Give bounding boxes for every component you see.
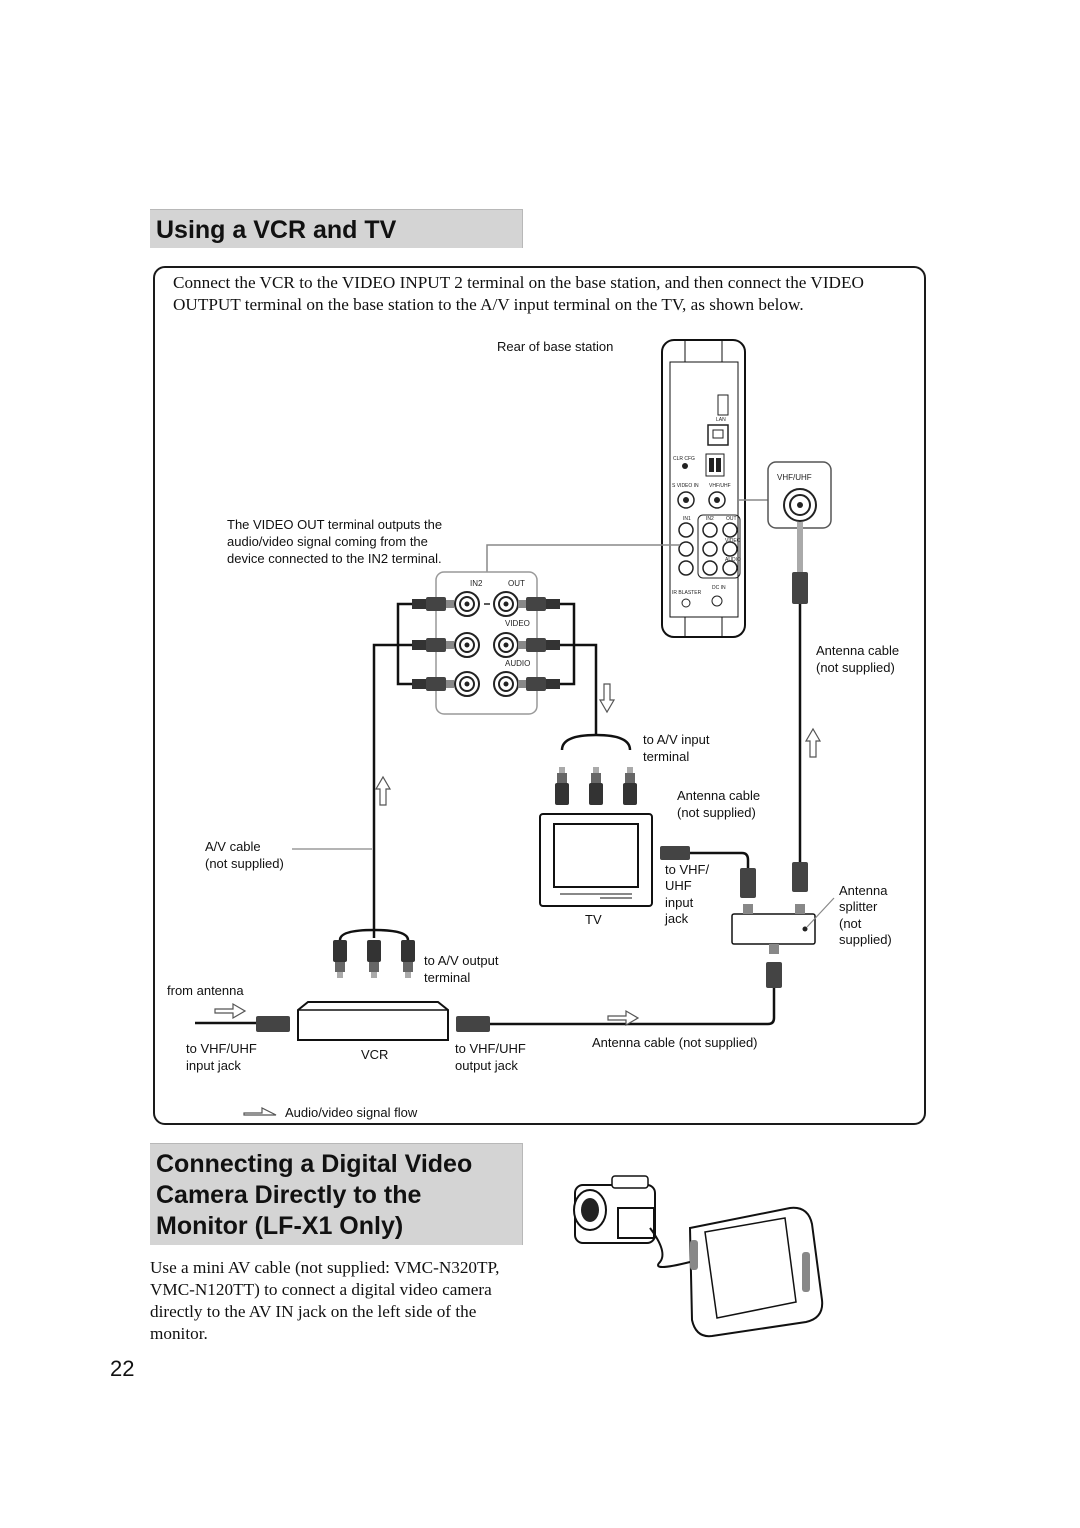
flow-arrow-down	[600, 684, 614, 712]
splitter-2: splitter	[839, 899, 878, 914]
base-s-video-in: S VIDEO IN	[672, 483, 699, 489]
vhf-uhf-callout	[738, 462, 831, 528]
to-vhf-tv-4: jack	[665, 911, 689, 926]
base-in2: IN2	[706, 516, 714, 522]
antenna-splitter	[732, 904, 815, 954]
vcr-label: VCR	[361, 1047, 389, 1062]
legend-label: Audio/video signal flow	[285, 1105, 418, 1120]
video-out-note-3: device connected to the IN2 terminal.	[227, 551, 442, 566]
to-av-output-1: to A/V output	[424, 953, 499, 968]
to-vhf-tv-3: input	[665, 895, 694, 910]
antenna-cable-label-2b: (not supplied)	[677, 805, 756, 820]
page-number: 22	[110, 1356, 135, 1381]
camera-monitor-illustration	[574, 1176, 822, 1336]
splitter-3: (not	[839, 916, 862, 931]
legend-arrow-icon	[244, 1108, 276, 1115]
base-out: OUT	[726, 516, 737, 522]
vcr-out-1: to VHF/UHF	[455, 1041, 526, 1056]
title-line-2: Camera Directly to the	[156, 1181, 422, 1209]
section-title: Using a VCR and TV	[156, 216, 397, 244]
video-out-note-1: The VIDEO OUT terminal outputs the	[227, 517, 443, 532]
antenna-cable-label-1b: (not supplied)	[816, 660, 895, 675]
base-video: VIDEO	[725, 538, 741, 544]
tv-set	[540, 814, 652, 906]
to-vhf-tv-2: UHF	[665, 878, 692, 893]
base-lan: LAN	[716, 417, 726, 423]
vcr-in-1: to VHF/UHF	[186, 1041, 257, 1056]
vhf-uhf-callout-label: VHF/UHF	[777, 473, 812, 482]
panel-video: VIDEO	[505, 619, 530, 628]
to-av-output-2: terminal	[424, 970, 471, 985]
base-dc-in: DC IN	[712, 585, 726, 591]
base-vhf-uhf: VHF/UHF	[709, 483, 731, 489]
antenna-plug-top	[792, 572, 808, 604]
vcr-in-2: input jack	[186, 1058, 241, 1073]
vcr-out-2: output jack	[455, 1058, 518, 1073]
antenna-plug-splitter	[792, 862, 808, 892]
intro-paragraph: Connect the VCR to the VIDEO INPUT 2 terminal on the base station, and then connect the VIDEO OUTPUT terminal on the base station to the A/V input terminal on the TV, as shown below.	[173, 273, 864, 314]
tv-label: TV	[585, 912, 602, 927]
flow-arrow-up-1	[376, 777, 390, 805]
base-in1: IN1	[683, 516, 691, 522]
flow-arrow-right-1	[215, 1004, 245, 1018]
base-clr-cfg: CLR CFG	[673, 456, 695, 462]
antenna-cable-label-1a: Antenna cable	[816, 643, 900, 658]
antenna-cable-3: Antenna cable (not supplied)	[592, 1035, 758, 1050]
base-ir-blaster: IR BLASTER	[672, 590, 702, 596]
title-line-3: Monitor (LF-X1 Only)	[156, 1212, 404, 1240]
av-cable-1: A/V cable	[205, 839, 261, 854]
panel-in2: IN2	[470, 579, 483, 588]
title-line-1: Connecting a Digital Video	[156, 1150, 473, 1178]
splitter-1: Antenna	[839, 883, 888, 898]
splitter-4: supplied)	[839, 932, 892, 947]
section-heading-digital-video	[150, 1143, 523, 1245]
base-audio: AUDIO	[725, 557, 741, 563]
digital-video-paragraph: Use a mini AV cable (not supplied: VMC-N320TP, VMC-N120TT) to connect a digital video camera directly to the AV IN jack on the left side of the monitor.	[150, 1258, 500, 1343]
section-title	[156, 1149, 472, 1242]
base-station-rear	[662, 340, 745, 637]
panel-audio: AUDIO	[505, 659, 531, 668]
antenna-cable-label-2a: Antenna cable	[677, 788, 761, 803]
to-av-input-2: terminal	[643, 749, 690, 764]
panel-out: OUT	[508, 579, 525, 588]
from-antenna: from antenna	[167, 983, 244, 998]
vcr-device	[298, 1002, 448, 1040]
av-cable-2: (not supplied)	[205, 856, 284, 871]
to-vhf-tv-1: to VHF/	[665, 862, 710, 877]
video-out-note-2: audio/video signal coming from the	[227, 534, 428, 549]
rear-label: Rear of base station	[497, 339, 614, 354]
to-av-input-1: to A/V input	[643, 732, 710, 747]
flow-arrow-up-2	[806, 729, 820, 757]
